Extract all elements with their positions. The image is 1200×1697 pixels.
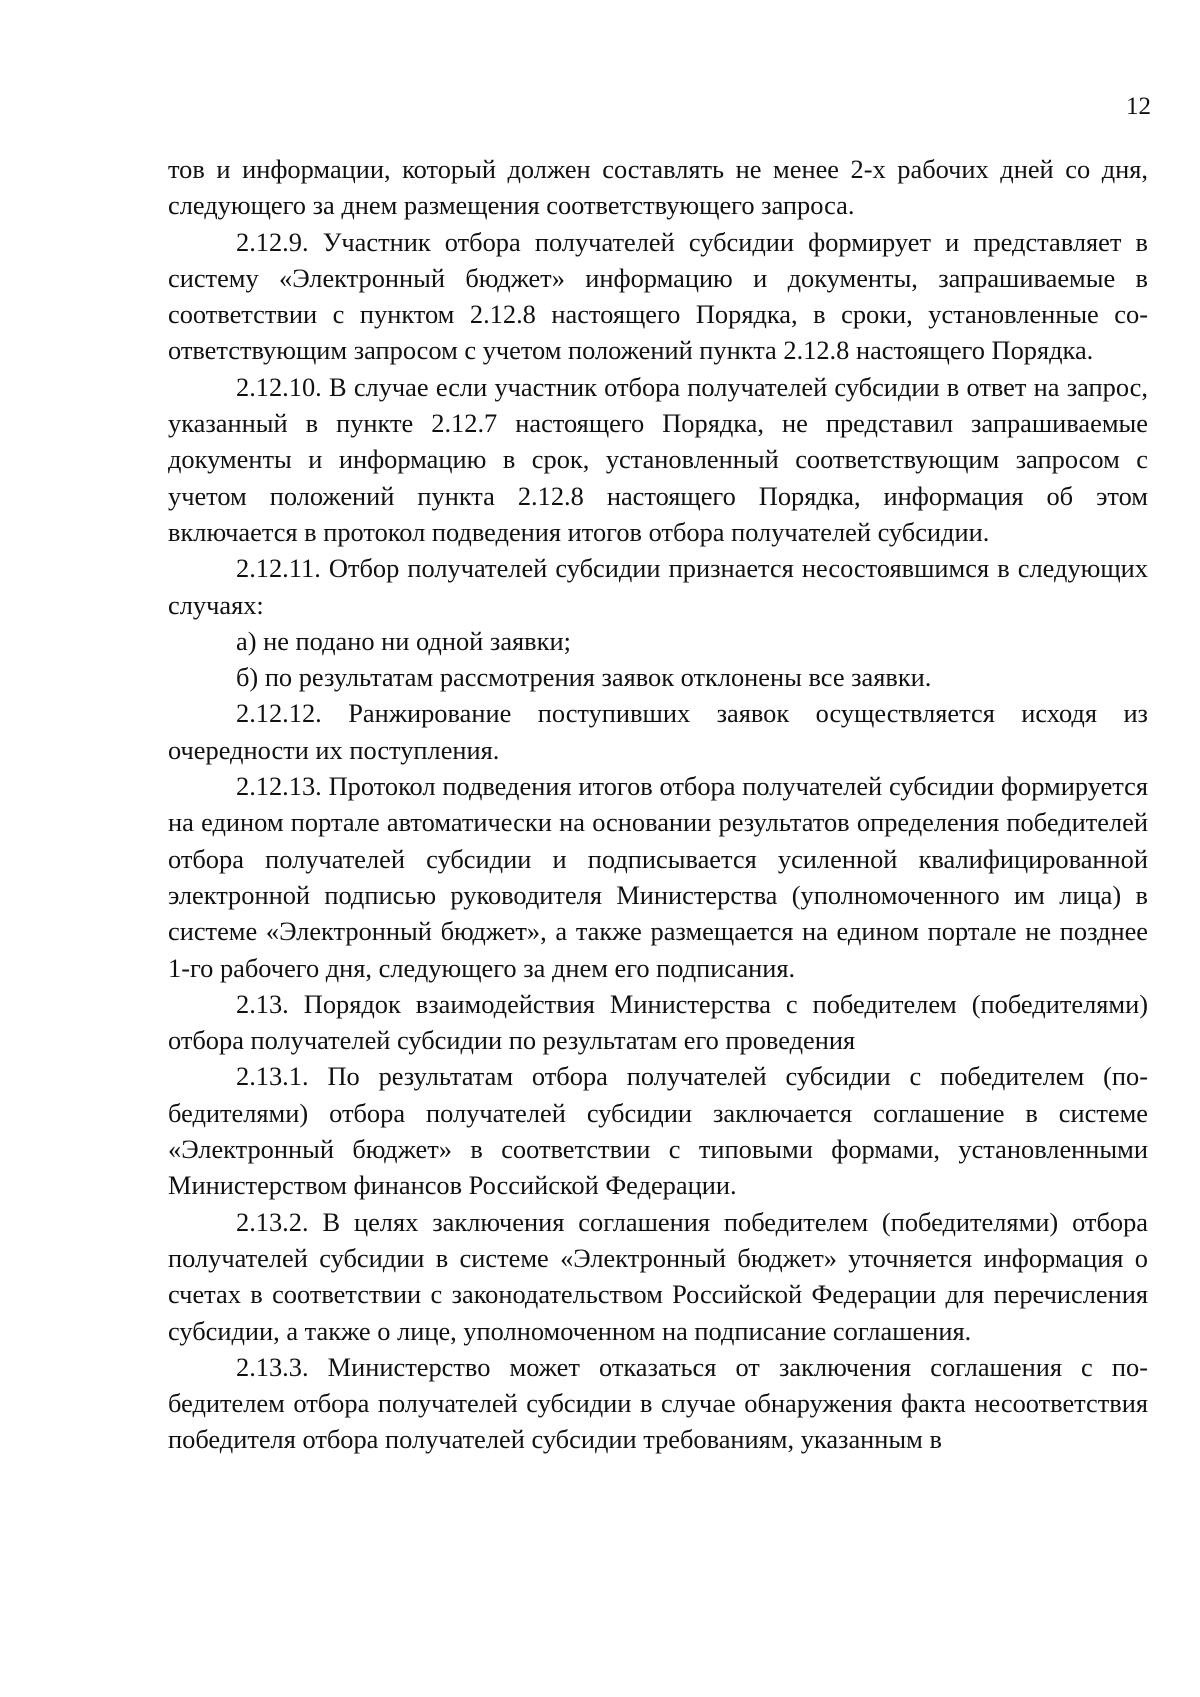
document-body [168,151,1148,1458]
section-heading-2-13: 2.13. Порядок взаимодействия Министерства с победителем (победителями) отбора получателей субсидии по результатам его проведения [168,988,1148,1056]
paragraph-2-12-10: 2.12.10. В случае если участник отбора получателей субсидии в ответ на запрос, указанный в пункте 2.12.7 настоящего Порядка, не представил запрашиваемые документы и информацию в срок, установленный соответствующим запросом с учетом положений пункта 2.12.8 настоящего Порядка, информация об этом включается в протокол подведения итогов отбора получателей субсидии. [168,371,1148,547]
paragraph-2-13-3: 2.13.3. Министерство может отказаться от заключения соглашения с победителем отбора получателей субсидии в случае обнаружения факта несоответствия победителя отбора получателей субсидии требованиям, указанным в [168,1351,1148,1455]
paragraph-2-12-12: 2.12.12. Ранжирование поступивших заявок осуществляется исходя из очередности их поступления. [168,698,1148,765]
paragraph-2-12-13: 2.12.13. Протокол подведения итогов отбора получателей субсидии формируется на едином портале автоматически на основании результатов определения победителей отбора получателей субсидии и подписывается усиленной квалифицированной электронной подписью руководителя Министерства (уполномоченного им лица) в системе «Электронный бюджет», а также размещается на едином портале не позднее 1-го рабочего дня, следующего за днем его подписания. [168,771,1148,983]
page-number: 12 [1126,93,1151,120]
paragraph-2-12-11: 2.12.11. Отбор получателей субсидии признается несостоявшимся в следующих случаях: [168,553,1148,620]
paragraph-2-13-1: 2.13.1. По результатам отбора получателей субсидии с победителем (победителями) отбора получателей субсидии заключается соглашение в системе «Электронный бюджет» в соответствии с типовыми формами, установленными Министерством финансов Российской Федерации. [168,1061,1148,1201]
paragraph-2-13-2: 2.13.2. В целях заключения соглашения победителем (победителями) отбора получателей субсидии в системе «Электронный бюджет» уточняется информация о счетах в соответствии с законодательством Российской Федерации для перечисления субсидии, а также о лице, уполномоченном на подписание соглашения. [168,1206,1148,1346]
list-item-a: а) не подано ни одной заявки; [236,625,571,656]
paragraph-2-12-9: 2.12.9. Участник отбора получателей субсидии формирует и представляет в систему «Электронный бюджет» информацию и документы, запрашиваемые в соответствии с пунктом 2.12.8 настоящего Порядка, в сроки, установленные соответствующим запросом с учетом положений пункта 2.12.8 настоящего Порядка. [168,226,1148,366]
list-item-b: б) по результатам рассмотрения заявок отклонены все заявки. [236,662,932,693]
paragraph-continuation: тов и информации, который должен составлять не менее 2-х рабочих дней со дня, следующего за днем размещения соответствующего запроса. [168,154,1148,221]
